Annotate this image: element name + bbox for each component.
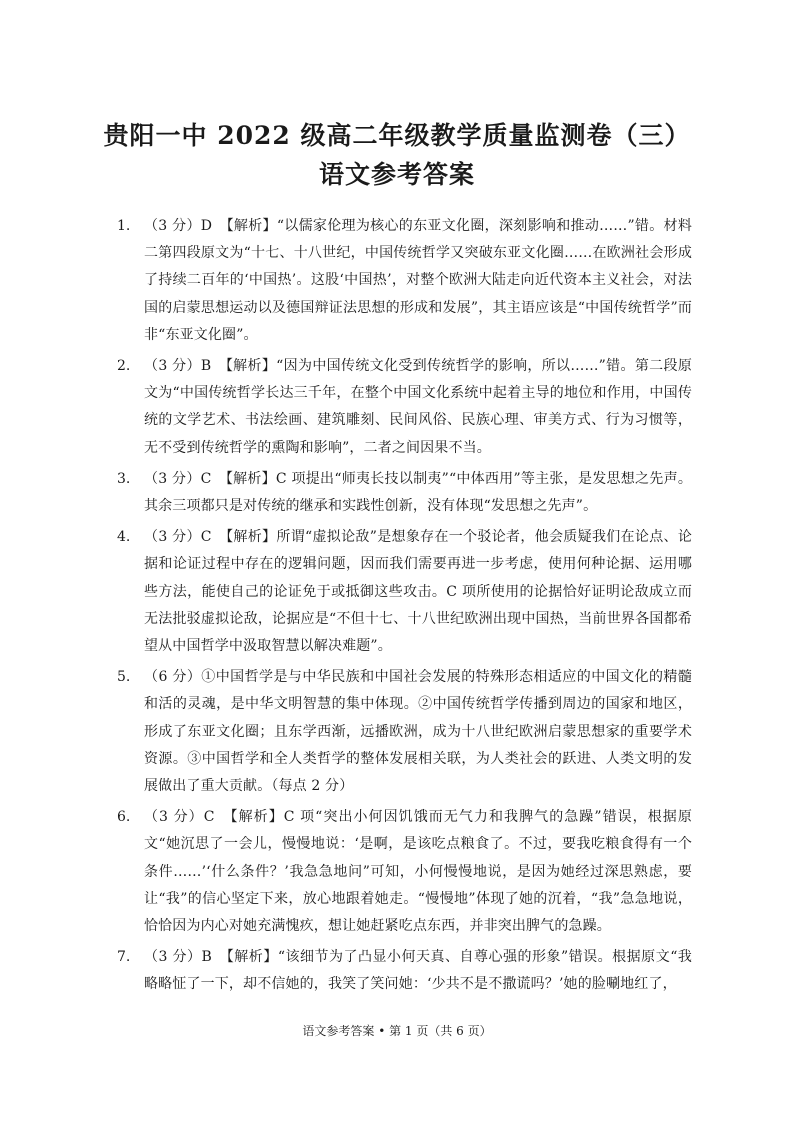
answer-item-1 [117, 213, 692, 349]
answer-number: 7. [117, 949, 131, 966]
answer-item-3 [117, 466, 692, 520]
answer-list [117, 213, 692, 1003]
answer-item-4 [117, 524, 692, 660]
answer-number: 5. [117, 669, 131, 686]
answer-number: 6. [117, 809, 131, 826]
answer-text: （3 分）B 【解析】“该细节为了凸显小何天真、自尊心强的形象”错误。根据原文“我略略怔了一下，却不信她的，我笑了笑问她：‘少共不是不撒谎吗？’她的脸唰地红了， [144, 949, 692, 993]
answer-number: 4. [117, 529, 131, 546]
answer-item-7 [117, 944, 692, 998]
answer-item-6 [117, 804, 692, 940]
answer-text: （6 分）①中国哲学是与中华民族和中国社会发展的特殊形态相适应的中国文化的精髓和活的灵魂，是中华文明智慧的集中体现。②中国传统哲学传播到周边的国家和地区，形成了东亚文化圈；且东学西渐，远播欧洲，成为十八世纪欧洲启蒙思想家的重要学术资源。③中国哲学和全人类哲学的整体发展相关联，为人类社会的跃进、人类文明的发展做出了重大贡献。（每点 2 分） [144, 669, 692, 795]
answer-item-2 [117, 353, 692, 462]
answer-number: 3. [117, 470, 131, 487]
answer-text: （3 分）D 【解析】“以儒家伦理为核心的东亚文化圈，深刻影响和推动……”错。材料二第四段原文为“十七、十八世纪，中国传统哲学又突破东亚文化圈……在欧洲社会形成了持续二百年的‘中国热’。这股‘中国热’，对整个欧洲大陆走向近代资本主义社会，对法国的启蒙思想运动以及德国辩证法思想的形成和发展”，其主语应该是“中国传统哲学”而非“东亚文化圈”。 [144, 218, 692, 343]
answer-text: （3 分）C 【解析】C 项“突出小何因饥饿而无气力和我脾气的急躁”错误，根据原文“她沉思了一会儿，慢慢地说：‘是啊，是该吃点粮食了。不过，要我吃粮食得有一个条件……’‘什么条件？’我急急地问”可知，小何慢慢地说，是因为她经过深思熟虑，要让“我”的信心坚定下来，放心地跟着她走。“慢慢地”体现了她的沉着，“我”急急地说，恰恰因为内心对她充满愧疚，想让她赶紧吃点东西，并非突出脾气的急躁。 [144, 809, 692, 935]
answer-item-5 [117, 664, 692, 800]
document-subtitle: 语文参考答案 [318, 160, 475, 189]
answer-text: （3 分）B 【解析】“因为中国传统文化受到传统哲学的影响，所以……”错。第二段原文为“中国传统哲学长达三千年，在整个中国文化系统中起着主导的地位和作用，中国传统的文学艺术、书法绘画、建筑雕刻、民间风俗、民族心理、审美方式、行为习惯等，无不受到传统哲学的熏陶和影响”，二者之间因果不当。 [144, 358, 692, 456]
answer-number: 2. [117, 358, 131, 375]
page-footer: 语文参考答案 • 第 1 页（共 6 页） [302, 1024, 492, 1038]
document-title: 贵阳一中 2022 级高二年级教学质量监测卷（三） [103, 121, 691, 150]
answer-text: （3 分）C 【解析】C 项提出“师夷长技以制夷”“中体西用”等主张，是发思想之先声。其余三项都只是对传统的继承和实践性创新，没有体现“发思想之先声”。 [144, 470, 692, 515]
answer-number: 1. [117, 218, 131, 234]
answer-text: （3 分）C 【解析】所谓“虚拟论敌”是想象存在一个驳论者，他会质疑我们在论点、论据和论证过程中存在的逻辑问题，因而我们需要再进一步考虑，使用何种论据、运用哪些方法，能使自己的论证免于或抵御这些攻击。C 项所使用的论据恰好证明论敌成立而无法批驳虚拟论敌，论据应是“不但十七、十八世纪欧洲出现中国热，当前世界各国都希望从中国哲学中汲取智慧以解决难题”。 [144, 529, 692, 655]
